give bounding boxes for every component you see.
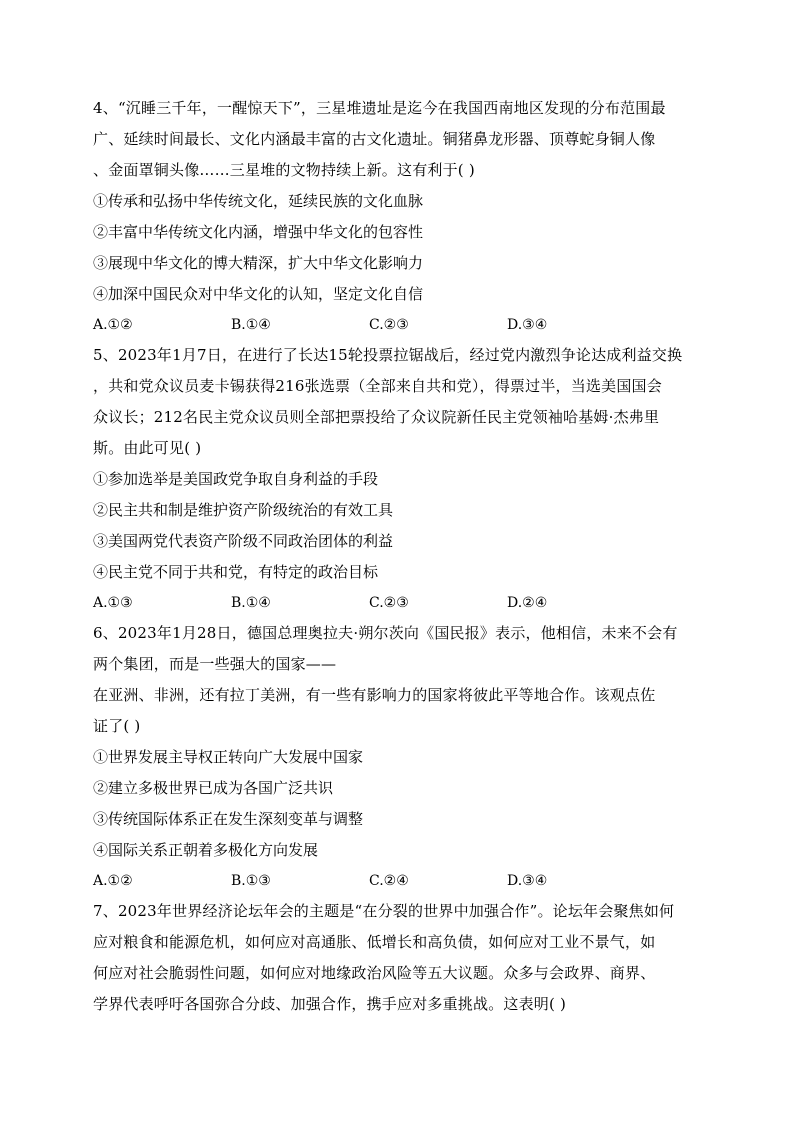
answer-option: C.②③ xyxy=(369,317,409,333)
statement-item: ①传承和弘扬中华传统文化，延续民族的文化血脉 xyxy=(93,192,424,210)
question-stem xyxy=(93,618,705,742)
stem-line: 4、“沉睡三千年，一醒惊天下”，三星堆遗址是迄今在我国西南地区发现的分布范围最 xyxy=(93,99,666,117)
statement-item: ③展现中华文化的博大精深，扩大中华文化影响力 xyxy=(93,254,424,272)
answer-option: A.①③ xyxy=(93,595,133,611)
statement-item: ③美国两党代表资产阶级不同政治团体的利益 xyxy=(93,532,394,550)
question-block xyxy=(93,93,705,340)
answer-option: C.②③ xyxy=(369,595,409,611)
question-stem xyxy=(93,896,705,1020)
stem-line: 6、2023年1月28日，德国总理奥拉夫·朔尔茨向《国民报》表示，他相信，未来不会有 xyxy=(93,624,678,642)
answer-option: B.①④ xyxy=(231,595,271,611)
stem-line: 在亚洲、非洲，还有拉丁美洲，有一些有影响力的国家将彼此平等地合作。该观点佐 xyxy=(93,686,656,704)
stem-line: 7、2023年世界经济论坛年会的主题是“在分裂的世界中加强合作”。论坛年会聚焦如何 xyxy=(93,902,675,920)
answer-option: B.①④ xyxy=(231,317,271,333)
statement-item: ②建立多极世界已成为各国广泛共识 xyxy=(93,779,334,797)
question-block xyxy=(93,618,705,896)
question-stem xyxy=(93,340,705,464)
statement-item: ④国际关系正朝着多极化方向发展 xyxy=(93,841,319,859)
stem-line: 应对粮食和能源危机，如何应对高通胀、低增长和高负债，如何应对工业不景气，如 xyxy=(93,933,656,951)
answer-options xyxy=(93,588,705,618)
stem-line: 两个集团，而是一些强大的国家—— xyxy=(93,655,337,673)
answer-option: D.③④ xyxy=(507,873,548,889)
stem-line: ，共和党众议员麦卡锡获得216张选票（全部来自共和党），得票过半，当选美国国会 xyxy=(93,377,662,395)
statement-item: ①世界发展主导权正转向广大发展中国家 xyxy=(93,748,364,766)
answer-option: D.③④ xyxy=(507,317,548,333)
statement-item: ④民主党不同于共和党，有特定的政治目标 xyxy=(93,563,379,581)
stem-line: 学界代表呼吁各国弥合分歧、加强合作，携手应对多重挑战。这表明( ) xyxy=(93,995,567,1013)
statement-item: ③传统国际体系正在发生深刻变革与调整 xyxy=(93,810,364,828)
answer-option: A.①② xyxy=(93,317,133,333)
question-block xyxy=(93,896,705,1020)
statement-item: ②丰富中华传统文化内涵，增强中华文化的包容性 xyxy=(93,223,424,241)
stem-line: 、金面罩铜头像……三星堆的文物持续上新。这有利于( ) xyxy=(93,161,475,179)
stem-line: 证了( ) xyxy=(93,717,141,735)
answer-options xyxy=(93,866,705,896)
question-list xyxy=(93,93,705,1020)
answer-option: B.①③ xyxy=(231,873,271,889)
stem-line: 广、延续时间最长、文化内涵最丰富的古文化遗址。铜猪鼻龙形器、顶尊蛇身铜人像 xyxy=(93,130,656,148)
stem-line: 5、2023年1月7日，在进行了长达15轮投票拉锯战后，经过党内激烈争论达成利益交换 xyxy=(93,346,683,364)
question-stem xyxy=(93,93,705,186)
stem-line: 斯。由此可见( ) xyxy=(93,439,202,457)
statement-item: ②民主共和制是维护资产阶级统治的有效工具 xyxy=(93,501,394,519)
statement-item: ①参加选举是美国政党争取自身利益的手段 xyxy=(93,470,379,488)
answer-option: D.②④ xyxy=(507,595,548,611)
statement-item: ④加深中国民众对中华文化的认知，坚定文化自信 xyxy=(93,285,424,303)
stem-line: 众议长；212名民主党众议员则全部把票投给了众议院新任民主党领袖哈基姆·杰弗里 xyxy=(93,408,660,426)
answer-options xyxy=(93,310,705,340)
question-block xyxy=(93,340,705,618)
stem-line: 何应对社会脆弱性问题，如何应对地缘政治风险等五大议题。众多与会政界、商界、 xyxy=(93,964,656,982)
answer-option: C.②④ xyxy=(369,873,409,889)
answer-option: A.①② xyxy=(93,873,133,889)
